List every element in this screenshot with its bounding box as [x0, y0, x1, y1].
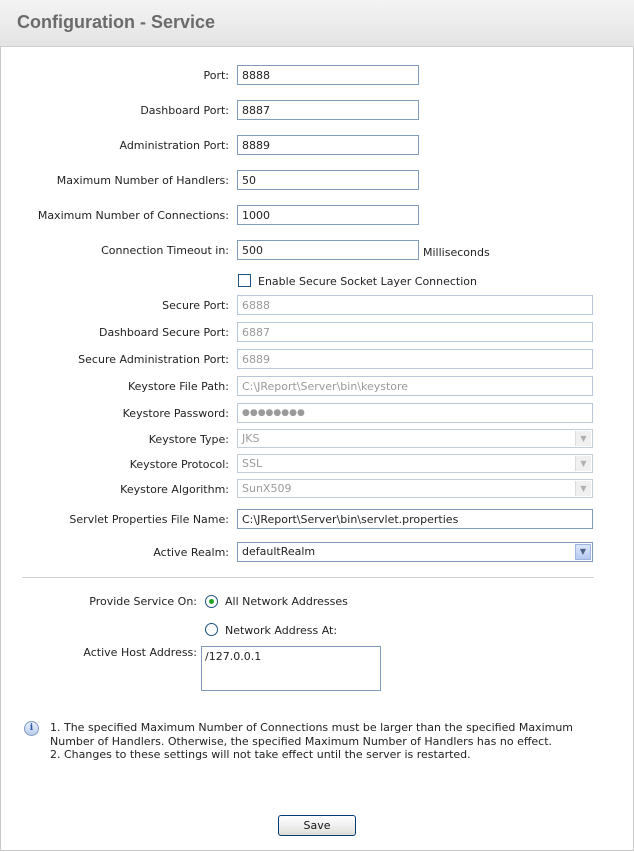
active-realm-label: Active Realm:: [153, 546, 229, 559]
ssl-checkbox[interactable]: [238, 274, 251, 287]
note-line-2: Number of Handlers. Otherwise, the specified Maximum Number of Handlers has no effect.: [50, 735, 553, 748]
max-connections-input[interactable]: 1000: [237, 205, 419, 225]
admin-port-label: Administration Port:: [119, 139, 229, 152]
keystore-protocol-value: SSL: [242, 457, 263, 470]
timeout-unit: Milliseconds: [423, 246, 490, 259]
page-title: Configuration - Service: [17, 12, 216, 32]
active-realm-select[interactable]: [237, 542, 593, 562]
keystore-algorithm-value: SunX509: [242, 482, 292, 495]
secure-admin-port-label: Secure Administration Port:: [78, 353, 229, 366]
keystore-algorithm-label: Keystore Algorithm:: [120, 483, 229, 496]
active-host-textarea[interactable]: /127.0.0.1: [201, 646, 381, 691]
save-button[interactable]: Save: [278, 815, 356, 836]
max-connections-label: Maximum Number of Connections:: [37, 209, 229, 222]
chevron-down-icon[interactable]: ▼: [575, 456, 591, 471]
radio-all-addresses[interactable]: [205, 595, 218, 608]
ssl-checkbox-label: Enable Secure Socket Layer Connection: [258, 275, 478, 288]
dashboard-port-input[interactable]: 8887: [237, 100, 419, 120]
keystore-password-input[interactable]: ●●●●●●●●: [237, 403, 593, 423]
section-divider: [22, 577, 594, 578]
active-realm-value: defaultRealm: [242, 545, 316, 558]
secure-admin-port-input[interactable]: 6889: [237, 349, 593, 369]
chevron-down-icon[interactable]: ▼: [575, 544, 591, 560]
radio-specific-address-label: Network Address At:: [225, 624, 338, 637]
keystore-protocol-label: Keystore Protocol:: [129, 458, 229, 471]
port-input[interactable]: 8888: [237, 65, 419, 85]
keystore-path-label: Keystore File Path:: [127, 380, 229, 393]
title-bar: [0, 0, 634, 47]
keystore-type-value: JKS: [242, 432, 260, 445]
servlet-props-input[interactable]: C:\JReport\Server\bin\servlet.properties: [237, 509, 593, 529]
secure-port-input[interactable]: 6888: [237, 295, 593, 315]
keystore-password-label: Keystore Password:: [122, 407, 229, 420]
timeout-label: Connection Timeout in:: [101, 244, 229, 257]
chevron-down-icon[interactable]: ▼: [575, 481, 591, 496]
max-handlers-input[interactable]: 50: [237, 170, 419, 190]
dashboard-secure-port-input[interactable]: 6887: [237, 322, 593, 342]
radio-specific-address[interactable]: [205, 623, 218, 636]
timeout-input[interactable]: 500: [237, 240, 419, 260]
max-handlers-label: Maximum Number of Handlers:: [56, 174, 229, 187]
secure-port-label: Secure Port:: [162, 299, 229, 312]
active-host-label: Active Host Address:: [83, 646, 197, 659]
info-icon: i: [24, 721, 39, 736]
dashboard-port-label: Dashboard Port:: [140, 104, 229, 117]
keystore-protocol-select[interactable]: [237, 454, 593, 473]
keystore-path-input[interactable]: C:\JReport\Server\bin\keystore: [237, 376, 593, 396]
note-line-1: 1. The specified Maximum Number of Connections must be larger than the specified Maximum: [50, 721, 574, 734]
note-line-3: 2. Changes to these settings will not take effect until the server is restarted.: [50, 748, 471, 761]
keystore-algorithm-select[interactable]: [237, 479, 593, 498]
keystore-type-select[interactable]: [237, 429, 593, 448]
radio-selected-dot: [209, 599, 214, 604]
keystore-type-label: Keystore Type:: [148, 433, 229, 446]
admin-port-input[interactable]: 8889: [237, 135, 419, 155]
port-label: Port:: [203, 69, 229, 82]
provide-service-label: Provide Service On:: [89, 595, 197, 608]
radio-all-addresses-label: All Network Addresses: [225, 595, 348, 608]
chevron-down-icon[interactable]: ▼: [575, 431, 591, 446]
dashboard-secure-port-label: Dashboard Secure Port:: [98, 326, 229, 339]
servlet-props-label: Servlet Properties File Name:: [69, 513, 229, 526]
